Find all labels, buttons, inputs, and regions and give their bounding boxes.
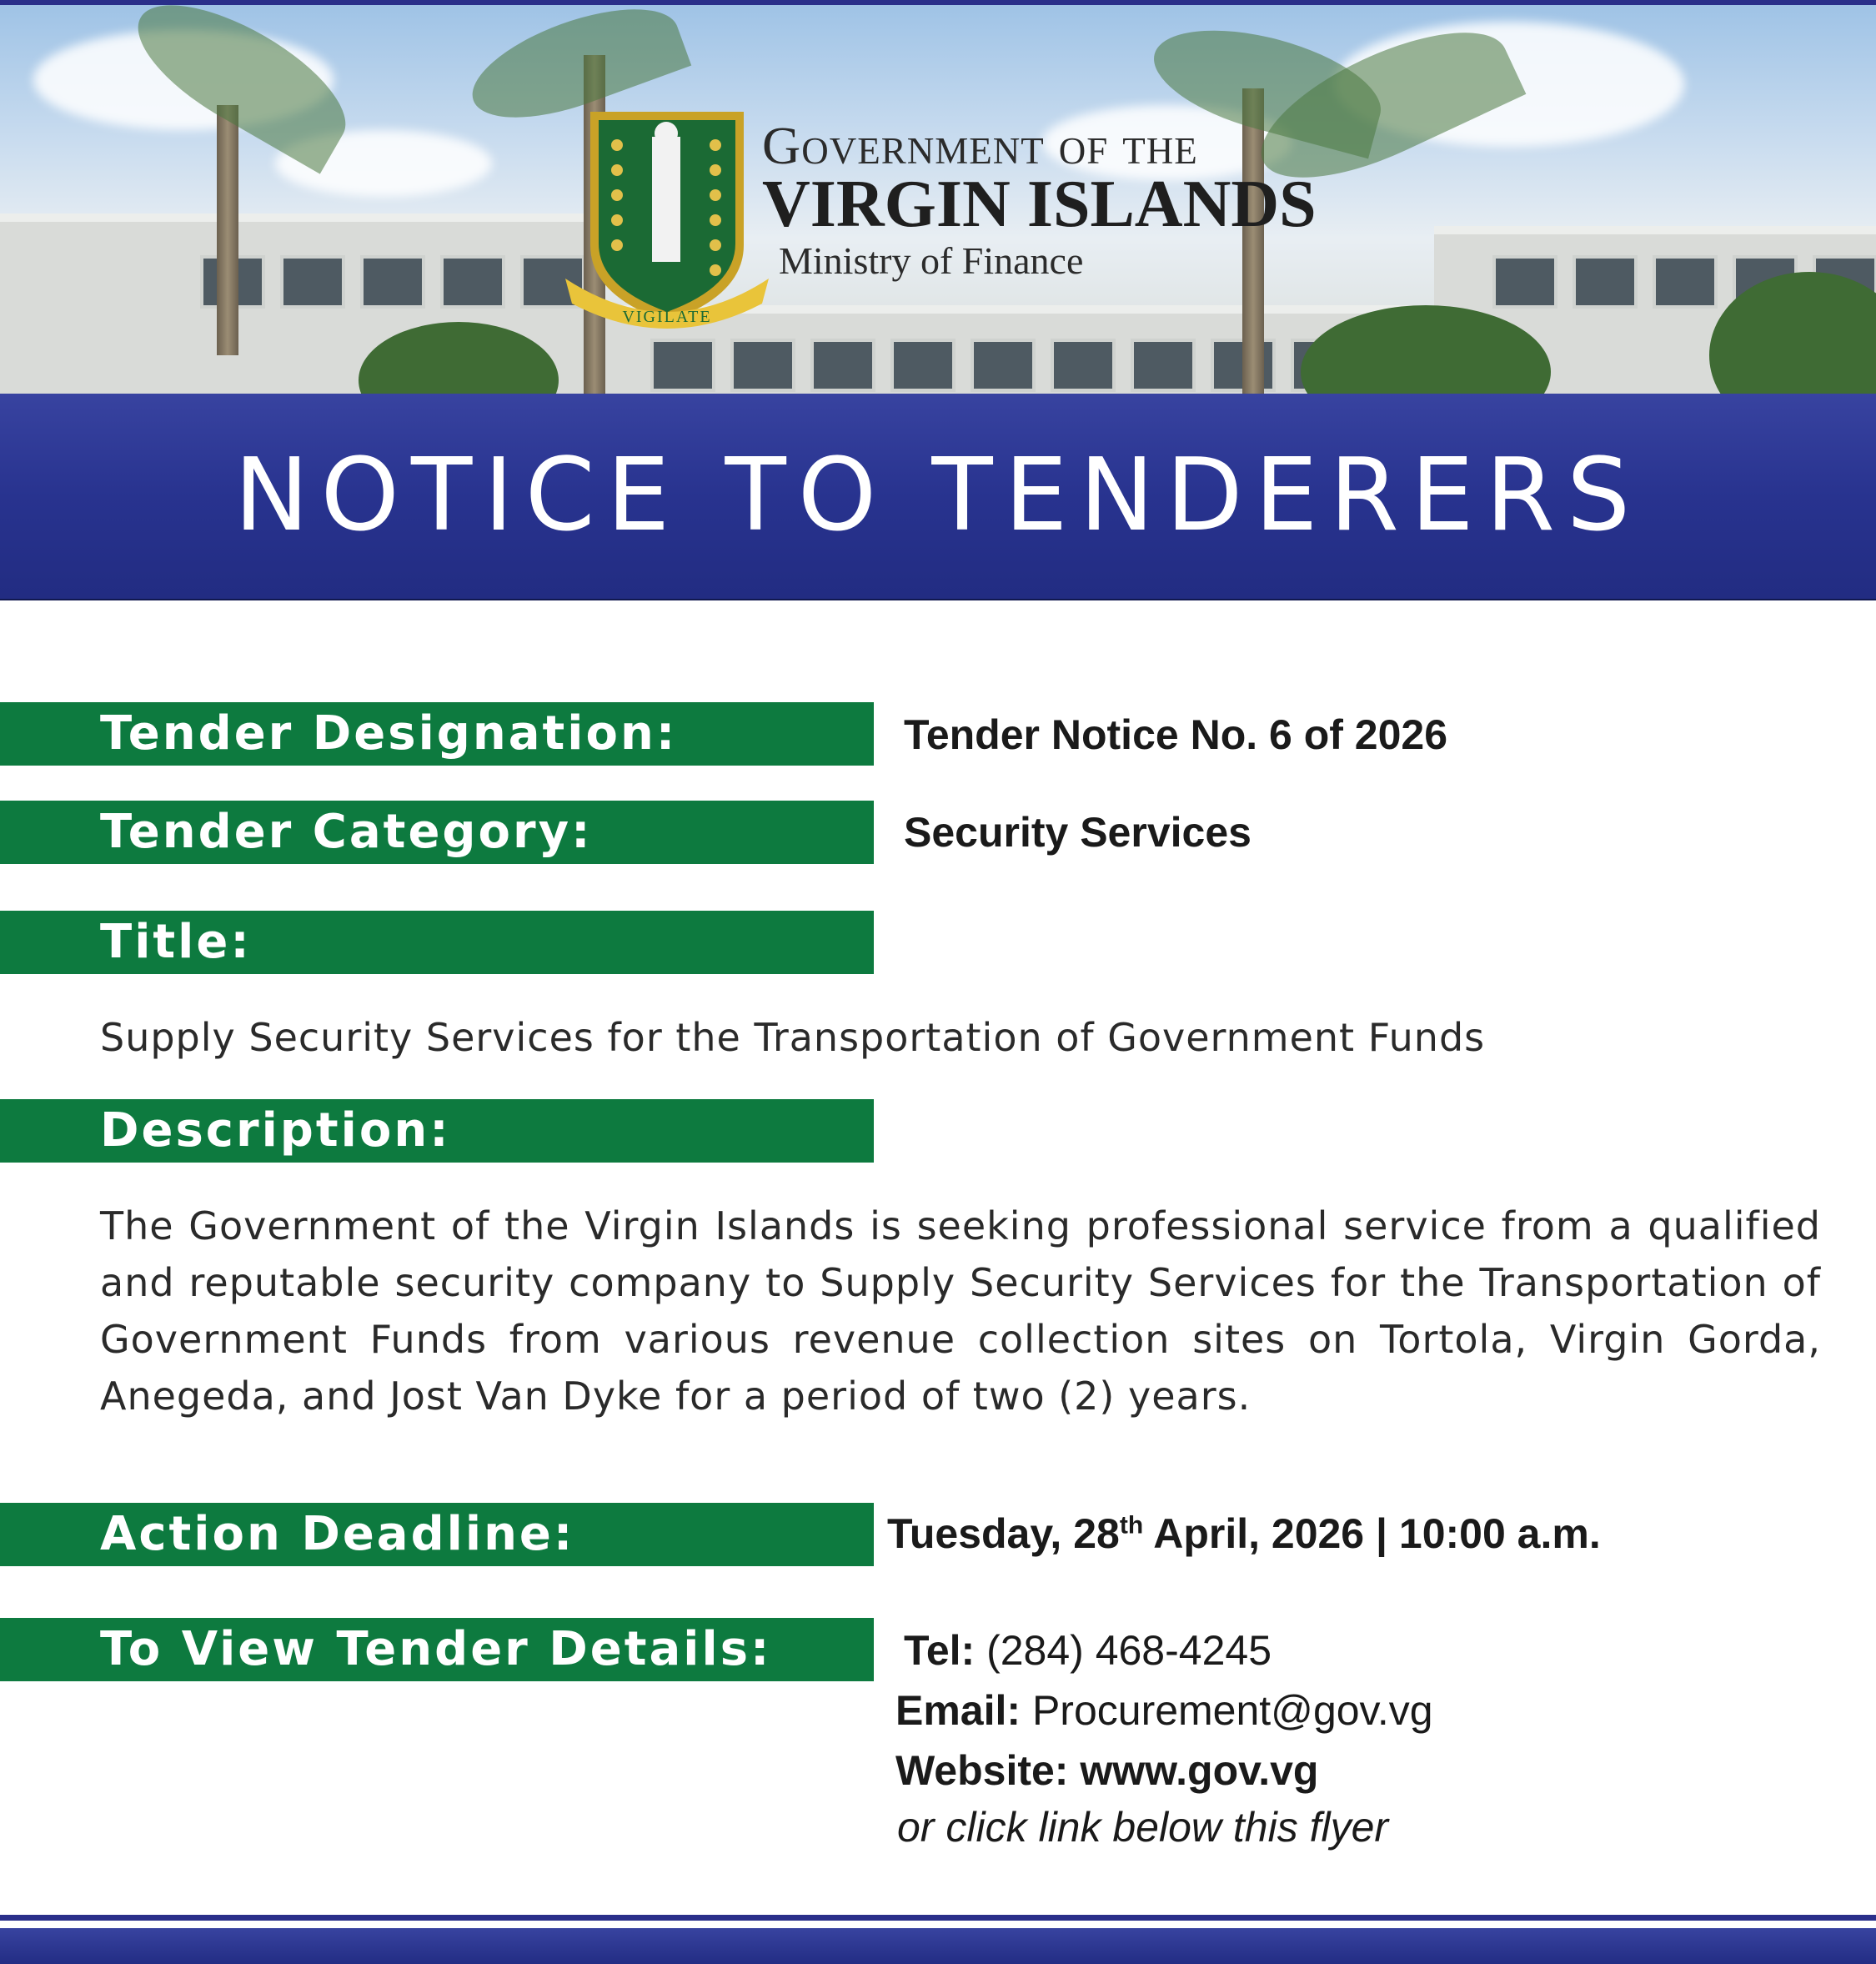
category-label: Tender Category:	[100, 805, 593, 859]
palm-trunk	[217, 105, 238, 355]
deadline-suffix: th	[1119, 1511, 1144, 1540]
email-label: Email:	[895, 1687, 1021, 1734]
details-bar	[0, 1618, 874, 1681]
title-text: Supply Security Services for the Transportation of Government Funds	[100, 1015, 1486, 1060]
government-line: Government of the	[762, 116, 1198, 175]
deadline-rest: April, 2026 | 10:00 a.m.	[1143, 1510, 1601, 1557]
building-windows	[200, 255, 585, 309]
bottom-band	[0, 1928, 1876, 1964]
description-label: Description:	[100, 1103, 451, 1158]
virgin-islands-line: VIRGIN ISLANDS	[762, 168, 1317, 241]
title-banner	[0, 394, 1876, 600]
deadline-bar	[0, 1503, 874, 1566]
website-line	[895, 1746, 1318, 1795]
designation-bar	[0, 702, 874, 766]
header-photo	[0, 5, 1876, 394]
details-label: To View Tender Details:	[100, 1622, 772, 1676]
designation-value: Tender Notice No. 6 of 2026	[904, 711, 1448, 758]
email-link[interactable]: Procurement@gov.vg	[1021, 1687, 1433, 1734]
coat-of-arms-logo	[565, 103, 769, 337]
title-label: Title:	[100, 915, 252, 969]
description-text: The Government of the Virgin Islands is seeking professional service from a qualified and reputable security company to Supply Security Services for the Transportation of Government Funds from various revenue collection sites on Tortola, Virgin Gorda, Anegeda, and Jost Van Dyke for a period of two (2) years.	[100, 1203, 1821, 1419]
deadline-value	[887, 1509, 1601, 1558]
tel-line	[904, 1626, 1272, 1675]
category-bar	[0, 801, 874, 864]
ministry-line: Ministry of Finance	[779, 239, 1084, 282]
description-bar	[0, 1099, 874, 1163]
title-bar	[0, 911, 874, 974]
page-title: NOTICE TO TENDERERS	[233, 438, 1643, 554]
website-label: Website:	[895, 1747, 1069, 1794]
designation-label: Tender Designation:	[100, 706, 678, 761]
deadline-day: Tuesday, 28	[887, 1510, 1120, 1557]
tel-value[interactable]: (284) 468-4245	[975, 1627, 1272, 1674]
deadline-label: Action Deadline:	[100, 1507, 575, 1561]
website-link[interactable]: www.gov.vg	[1068, 1747, 1319, 1794]
category-value: Security Services	[904, 809, 1252, 856]
bottom-rule	[0, 1915, 1876, 1921]
motto-text: VIGILATE	[622, 308, 712, 326]
email-line	[895, 1686, 1433, 1735]
flyer-link-note: or click link below this flyer	[897, 1804, 1389, 1851]
tel-label: Tel:	[904, 1627, 976, 1674]
